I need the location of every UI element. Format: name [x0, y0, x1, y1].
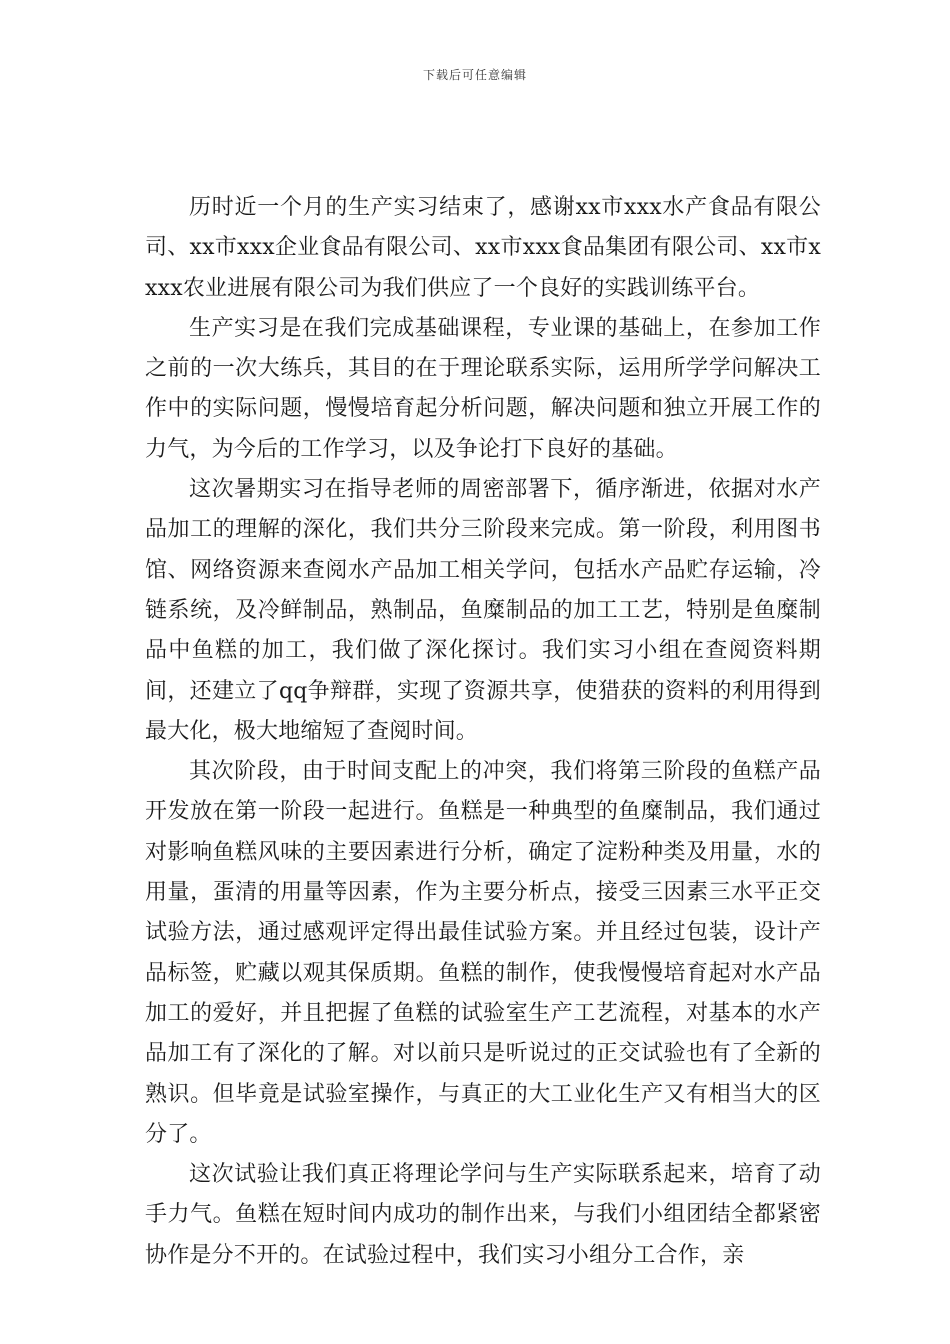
- paragraph-5: 这次试验让我们真正将理论学问与生产实际联系起来，培育了动手力气。鱼糕在短时间内成功的制作出来，与我们小组团结全都紧密协作是分不开的。在试验过程中，我们实习小组分工合作，亲: [145, 1162, 821, 1268]
- paragraph-1: 历时近一个月的生产实习结束了，感谢xx市xxx水产食品有限公司、xx市xxx企业食品有限公司、xx市xxx食品集团有限公司、xx市xxxx农业进展有限公司为我们供应了一个良好的实践训练平台。: [145, 195, 821, 301]
- paragraph-2: 生产实习是在我们完成基础课程，专业课的基础上，在参加工作之前的一次大练兵，其目的在于理论联系实际，运用所学学问解决工作中的实际问题，慢慢培育起分析问题，解决问题和独立开展工作的力气，为今后的工作学习，以及争论打下良好的基础。: [145, 315, 821, 462]
- paragraph-4: 其次阶段，由于时间支配上的冲突，我们将第三阶段的鱼糕产品开发放在第一阶段一起进行。鱼糕是一种典型的鱼糜制品，我们通过对影响鱼糕风味的主要因素进行分析，确定了淀粉种类及用量，水的用量，蛋清的用量等因素，作为主要分析点，接受三因素三水平正交试验方法，通过感观评定得出最佳试验方案。并且经过包装，设计产品标签，贮藏以观其保质期。鱼糕的制作，使我慢慢培育起对水产品加工的爱好，并且把握了鱼糕的试验室生产工艺流程，对基本的水产品加工有了深化的了解。对以前只是听说过的正交试验也有了全新的熟识。但毕竟是试验室操作，与真正的大工业化生产又有相当大的区分了。: [145, 759, 821, 1147]
- page-header: 下载后可任意编辑: [422, 68, 527, 82]
- paragraph-3: 这次暑期实习在指导老师的周密部署下，循序渐进，依据对水产品加工的理解的深化，我们共分三阶段来完成。第一阶段，利用图书馆、网络资源来查阅水产品加工相关学问，包括水产品贮存运输，冷链系统，及冷鲜制品，熟制品，鱼糜制品的加工工艺，特别是鱼糜制品中鱼糕的加工，我们做了深化探讨。我们实习小组在查阅资料期间，还建立了qq争辩群，实现了资源共享，使猎获的资料的利用得到最大化，极大地缩短了查阅时间。: [145, 477, 821, 744]
- document-body: [145, 188, 821, 1276]
